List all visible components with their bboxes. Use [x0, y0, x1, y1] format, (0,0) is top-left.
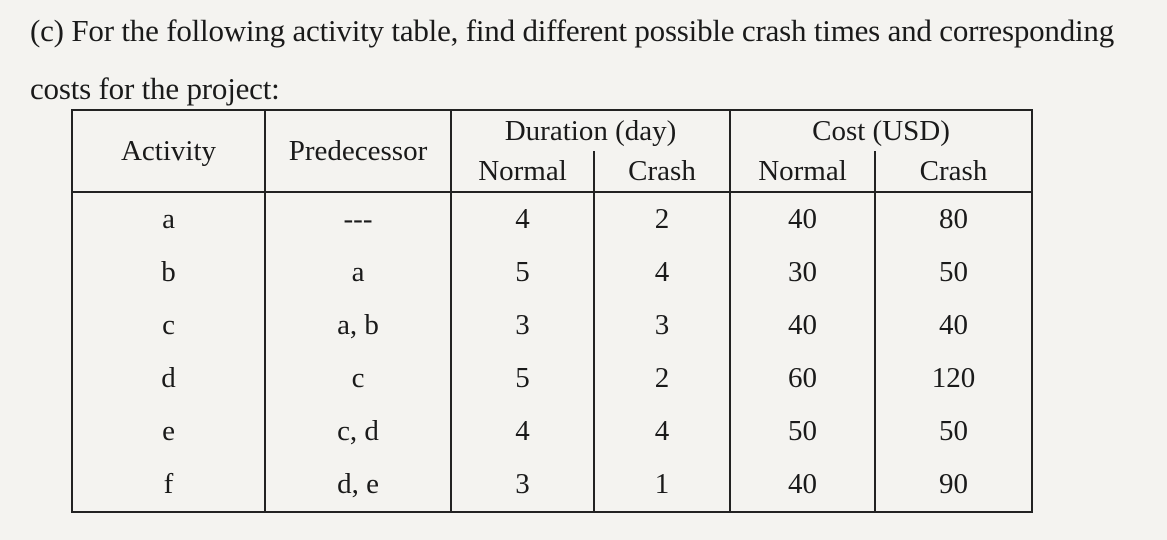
table-row [72, 299, 1032, 352]
cell-activity: c [162, 309, 175, 341]
cell-duration-normal: 5 [451, 352, 594, 405]
cell-cost-normal: 40 [730, 458, 875, 512]
cell-predecessor: a [265, 246, 451, 299]
cell-duration-normal: 4 [451, 192, 594, 246]
cell-predecessor: d, e [265, 458, 451, 512]
header-predecessor: Predecessor [265, 110, 451, 192]
question-line-1: (c) For the following activity table, find different possible crash times and corresponding [30, 13, 1115, 48]
cell-duration-normal: 3 [451, 299, 594, 352]
cell-cost-normal: 50 [730, 405, 875, 458]
cell-duration-crash: 2 [594, 352, 730, 405]
header-duration-normal: Normal [451, 151, 594, 192]
header-duration-group: Duration (day) [451, 110, 730, 151]
table-header-row-1 [72, 110, 1032, 151]
cell-duration-normal: 3 [451, 458, 594, 512]
cell-cost-crash: 40 [875, 299, 1032, 352]
table-row [72, 246, 1032, 299]
cell-cost-normal: 30 [730, 246, 875, 299]
cell-cost-crash: 120 [875, 352, 1032, 405]
header-activity: Activity [72, 110, 265, 192]
cell-cost-normal: 40 [730, 299, 875, 352]
cell-predecessor: c [265, 352, 451, 405]
cell-activity: a [162, 203, 175, 235]
cell-cost-crash: 80 [875, 192, 1032, 246]
table-row [72, 352, 1032, 405]
header-cost-group: Cost (USD) [730, 110, 1032, 151]
header-cost-normal: Normal [730, 151, 875, 192]
cell-duration-crash: 1 [594, 458, 730, 512]
question-line-2: costs for the project: [30, 71, 280, 106]
activity-table [71, 109, 1033, 513]
cell-activity: b [161, 256, 176, 288]
cell-activity: f [163, 468, 174, 500]
activity-table-container [71, 109, 1031, 511]
cell-duration-crash: 2 [594, 192, 730, 246]
cell-predecessor: c, d [265, 405, 451, 458]
cell-predecessor: --- [265, 192, 451, 246]
cell-activity: e [162, 415, 175, 447]
cell-cost-normal: 40 [730, 192, 875, 246]
cell-duration-crash: 3 [594, 299, 730, 352]
cell-activity: d [161, 362, 176, 394]
cell-cost-crash: 50 [875, 405, 1032, 458]
cell-cost-normal: 60 [730, 352, 875, 405]
cell-cost-crash: 50 [875, 246, 1032, 299]
table-row [72, 458, 1032, 512]
header-cost-crash: Crash [875, 151, 1032, 192]
cell-duration-normal: 5 [451, 246, 594, 299]
cell-cost-crash: 90 [875, 458, 1032, 512]
cell-duration-normal: 4 [451, 405, 594, 458]
cell-predecessor: a, b [265, 299, 451, 352]
header-duration-crash: Crash [594, 151, 730, 192]
table-row [72, 192, 1032, 246]
cell-duration-crash: 4 [594, 405, 730, 458]
cell-duration-crash: 4 [594, 246, 730, 299]
question-text [30, 2, 1150, 118]
table-row [72, 405, 1032, 458]
